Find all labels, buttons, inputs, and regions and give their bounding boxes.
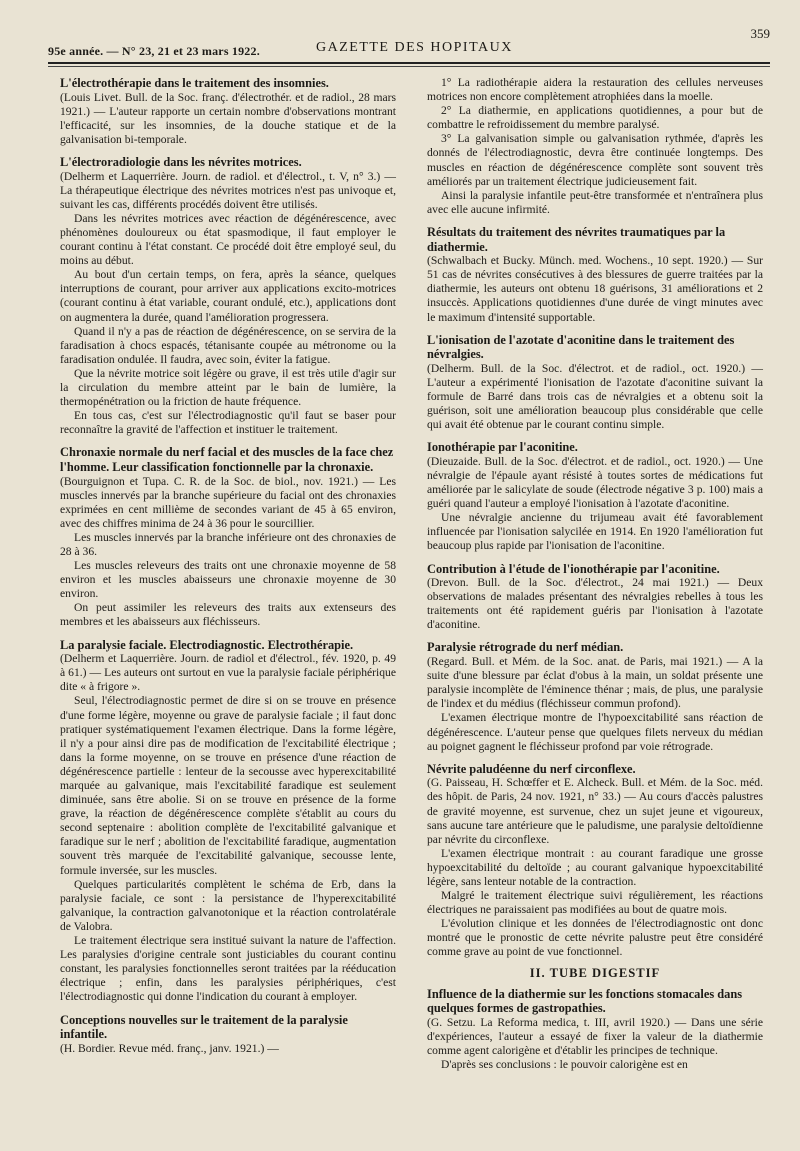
article-text: (H. Bordier. Revue méd. franç., janv. 1921.) — [60,1041,279,1055]
article-title: Névrite paludéenne du nerf circonflexe. [427,761,636,776]
article-paragraph: 2° La diathermie, en applications quotidiennes, a pour but de combattre le refroidissement du membre paralysé. [427,104,763,132]
article-text: (G. Paisseau, H. Schœffer et E. Alcheck. Bull. et Mém. de la Soc. méd. des hôpit. de Paris, 24 nov. 1921, n° 33.) — Au cours d'accès palustres de gravité moyenne, est survenue, chez un sujet jeune et vigoureux, sans aucune tare antérieure que le paludisme, une paralysie deltoïdienne par névrite du circonflexe. [427,776,763,846]
article-title: Conceptions nouvelles sur le traitement de la paralysie infantile. [60,1012,348,1042]
article-text: (Regard. Bull. et Mém. de la Soc. anat. de Paris, mai 1921.) — A la suite d'une blessure par éclat d'obus à la main, un soldat présente une paralysie incomplète de l'éminence thénar ; mais, de plus, une paralysie de l'index et du médius (fléchisseur commun profond). [427,655,763,711]
article-title: L'électrothérapie dans le traitement des insomnies. [60,76,329,90]
page-number: 359 [750,26,770,41]
article-title: Influence de la diathermie sur les fonctions stomacales dans quelques formes de gastropathies. [427,986,743,1016]
section-heading: II. TUBE DIGESTIF [529,965,661,980]
article-text: (Delherm. Bull. de la Soc. d'électrot. et de radiol., oct. 1920.) — L'auteur a expérimenté l'ionisation de l'azotate d'aconitine suivant la formule de Barré dans trois cas de névralgies et a obtenu soit la guérison, soit une amélioration beaucoup plus considérable que celle qui avait été obtenue par le courant continu simple. [427,361,763,432]
article-title: Chronaxie normale du nerf facial et des muscles de la face chez l'homme. Leur classification fonctionnelle par la chronaxie. [60,445,394,474]
article-paragraph: Quelques particularités complètent le schéma de Erb, dans la paralysie faciale, ce sont : la persistance de l'hyperexcitabilité galvanique, la contraction galvanotonique et la réaction controlatérale de Valobra. [60,877,396,933]
article-paragraph: Les muscles innervés par la branche inférieure ont des chronaxies de 28 à 36. [60,530,396,558]
article-title: Résultats du traitement des névrites traumatiques par la diathermie. [427,224,726,254]
article-paragraph: 3° La galvanisation simple ou galvanisation rythmée, d'après les donnés de l'électrodiagnostic, devra être continuée longtemps. Des muscles en réaction de dégénérescence complète sont souvent très améliorés par un traitement électrique judicieusement fait. [427,132,763,188]
journal-title: GAZETTE DES HOPITAUX [316,40,513,55]
article-title: Contribution à l'étude de l'ionothérapie par l'aconitine. [427,561,720,576]
article-paragraph: Une névralgie ancienne du trijumeau avait été favorablement influencée par l'ionisation salycilée en 1914. En 1920 l'amélioration fut beaucoup plus rapide par l'ionisation de l'aconitine. [427,511,763,553]
article-paragraph: On peut assimiler les releveurs des traits aux extenseurs des membres et les abaisseurs aux fléchisseurs. [60,601,396,629]
header-rule [48,62,770,64]
article-title: Ionothérapie par l'aconitine. [427,440,578,455]
header-rule-thin [48,66,770,67]
article-title: L'électroradiologie dans les névrites motrices. [60,154,302,169]
article-text: (Delherm et Laquerrière. Journ. de radiol. et d'électrol., t. V, n° 3.) — La thérapeutique électrique des névrites motrices n'est pas univoque et, suivant les cas, différents procédés doivent être utilisés. [60,169,396,211]
article-paragraph: En tous cas, c'est sur l'électrodiagnostic qu'il faut se baser pour reconnaître la gravité de l'affection et instituer le traitement. [60,409,396,437]
article-paragraph: Malgré le traitement électrique suivi régulièrement, les réactions électriques ne paraissaient pas modifiées au bout de quatre mois. [427,889,763,917]
article-paragraph: Ainsi la paralysie infantile peut-être transformée et n'entraînera plus avec elle aucune infirmité. [427,188,763,216]
article-paragraph: Le traitement électrique sera institué suivant la nature de l'affection. Les paralysies d'origine centrale sont justiciables du courant continu constant, les paralysies fonctionnelles seront traitées par la rééducation électrique ; enfin, dans les paralysies périphériques, c'est l'électrodiagnostic qui donne l'indication du courant à employer. [60,934,396,1004]
article-title: Paralysie rétrograde du nerf médian. [427,640,624,655]
article-paragraph: D'après ses conclusions : le pouvoir calorigène est en [441,1058,688,1072]
article-paragraph: L'évolution clinique et les données de l'électrodiagnostic ont donc montré que le pronostic de cette névrite palustre peut être considéré comme grave au point de vue fonctionnel. [427,917,763,959]
article-paragraph: Que la névrite motrice soit légère ou grave, il est très utile d'agir sur la circulation du membre atteint par le bain de lumière, la thermopénétration ou la friction de haute fréquence. [60,366,396,409]
article-text: (Delherm et Laquerrière. Journ. de radiol et d'électrol., fév. 1920, p. 49 à 61.) — Les auteurs ont surtout en vue la paralysie faciale périphérique dite « à frigore ». [60,652,396,694]
article-text: (G. Setzu. La Reforma medica, t. III, avril 1920.) — Dans une série d'expériences, l'auteur a essayé de fixer la valeur de la diathermie comme agent calorigène et d'établir les principes de technique. [427,1015,763,1057]
article-text: (Bourguignon et Tupa. C. R. de la Soc. de biol., nov. 1921.) — Les muscles innervés par la branche supérieure du facial ont des chronaxies exprimées en cent millième de secondes variant de 45 à 65 environ, avec des chiffres minima de 24 à 36 pour le sourcillier. [60,474,396,530]
left-column [60,76,396,1056]
page-header [48,26,770,62]
article-text: (Drevon. Bull. de la Soc. d'électrot., 24 mai 1921.) — Deux observations de malades présentant des névralgies rebelles à tous les traitements ont été rapidement guéris par l'ionisation à l'azotate d'aconitine. [427,576,763,632]
article-paragraph: L'examen électrique montre de l'hypoexcitabilité sans réaction de dégénérescence. L'auteur pense que quelques filets nerveux du médian au poignet gagnent le fléchisseur profond par voie rétrograde. [427,711,763,753]
article-text: (Dieuzaide. Bull. de la Soc. d'électrot. et de radiol., oct. 1920.) — Une névralgie de l'épaule ayant résisté à toutes sortes de médications fut améliorée par le salicylate de soude (électrode négative 3 p. 100) mais a guéri quand l'auteur a employé l'ionisation à l'azotate d'aconitine. [427,454,763,511]
article-paragraph: Dans les névrites motrices avec réaction de dégénérescence, avec phénomènes douloureux ou état spasmodique, il faut employer le courant continu à l'état constant. Ce procédé doit être employé seul, du moins au début. [60,211,396,268]
article-paragraph: Au bout d'un certain temps, on fera, après la séance, quelques interruptions de courant, pour arriver aux applications excito-motrices (courant continu à état variable, courant ondulé, etc.), applications dont on augmentera la durée, quand l'amélioration progressera. [60,268,396,324]
article-paragraph: 1° La radiothérapie aidera la restauration des cellules nerveuses motrices non encore complètement atrophiées dans la moelle. [427,76,763,104]
article-paragraph: L'examen électrique montrait : au courant faradique une grosse hypoexcitabilité du deltoïde ; au courant galvanique hypoexcitabilité légère, sans lenteur notable de la contraction. [427,846,763,888]
issue-line: 95e année. — N° 23, 21 et 23 mars 1922. [48,44,260,58]
article-title: L'ionisation de l'azotate d'aconitine dans le traitement des névralgies. [427,332,735,362]
article-paragraph: Seul, l'électrodiagnostic permet de dire si on se trouve en présence d'une forme légère, moyenne ou grave de paralysie faciale ; il faut donc pratiquer systématiquement l'examen électrique. Dans la forme légère, il n'y a pour ainsi dire pas de modification de l'excitabilité électrique ; dans la forme moyenne, on se trouve en présence d'une réaction de dégénérescence partielle : lenteur de la secousse avec hyperexcitabilité marquée au galvanique, mais l'excitabilité faradique est seulement diminuée, sans être abolie. Si on se trouve en présence de la forme grave, la réaction de dégénérescence complète s'établit au cours du second septenaire : abolition complète de l'excitabilité galvanique et faradique sur le nerf ; abolition de l'excitabilité faradique, augmentation souvent très marquée de l'excitabilité galvanique, secousse lente, formule inversée, sur les muscles. [60,694,396,877]
right-column [427,76,763,1072]
article-title: La paralysie faciale. Electrodiagnostic. Electrothérapie. [60,637,354,652]
article-text: (Louis Livet. Bull. de la Soc. franç. d'électrothér. et de radiol., 28 mars 1921.) — L'auteur rapporte un certain nombre d'observations montrant l'efficacité, sur les insomnies, de la douche statique et de la galvanisation bi-temporale. [60,90,396,146]
article-paragraph: Quand il n'y a pas de réaction de dégénérescence, on se servira de la faradisation à chocs espacés, tétanisante coupée au métronome ou la faradisation ondulée. Il faudra, avec soin, éviter la fatigue. [60,324,396,366]
article-paragraph: Les muscles releveurs des traits ont une chronaxie moyenne de 58 environ et les muscles abaisseurs une chronaxie moyenne de 30 environ. [60,559,396,601]
article-text: (Schwalbach et Bucky. Münch. med. Wochens., 10 sept. 1920.) — Sur 51 cas de névrites consécutives à des blessures de guerre traitées par la diathermie, les auteurs ont obtenu 18 guérisons, 31 améliorations et 2 insuccès. Applications quotidiennes d'une durée de vingt minutes avec le maximum d'intensité supportable. [427,254,763,324]
